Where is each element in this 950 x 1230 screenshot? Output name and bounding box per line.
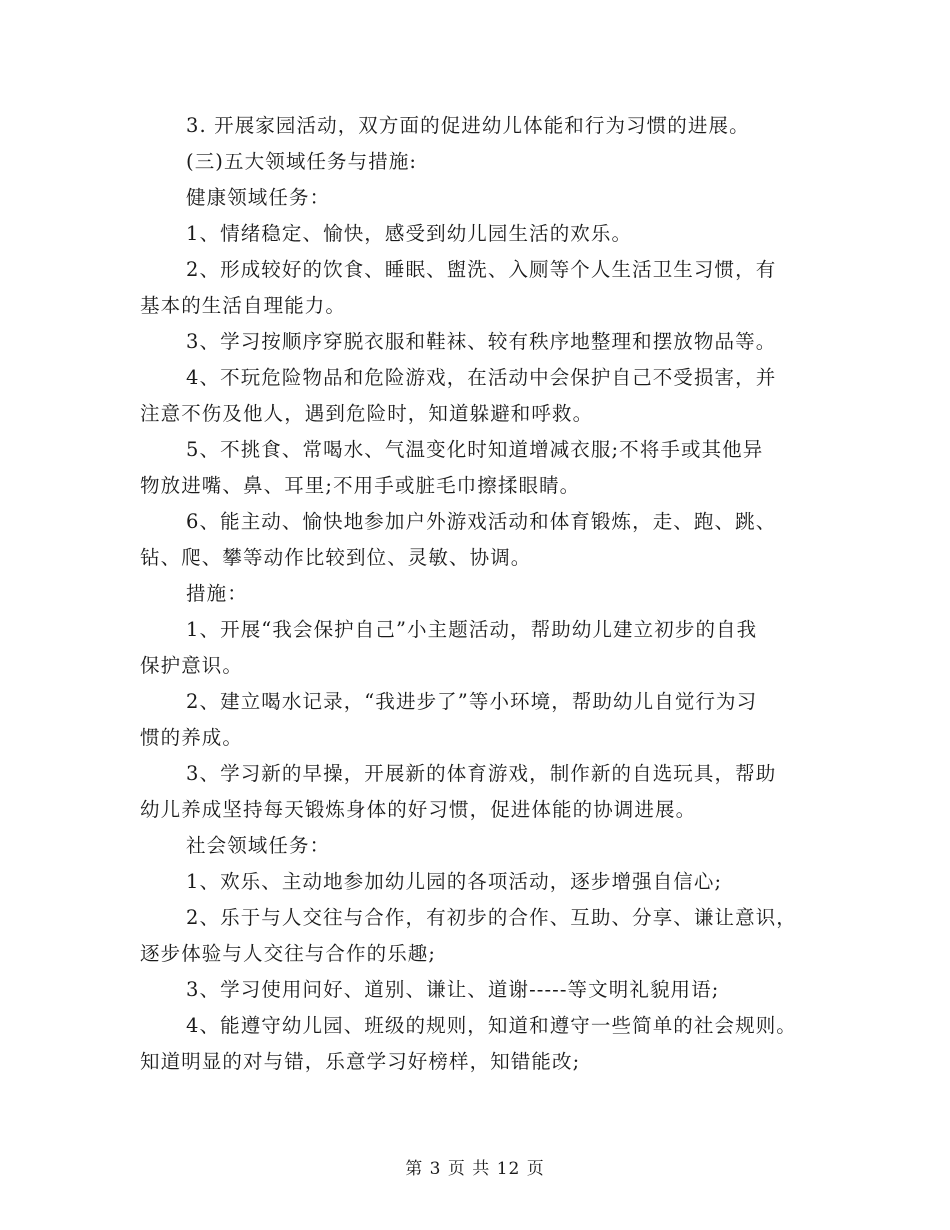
text-line: 2、乐于与人交往与合作，有初步的合作、互助、分享、谦让意识，: [186, 906, 797, 929]
text-line: 3、学习按顺序穿脱衣服和鞋袜、较有秩序地整理和摆放物品等。: [186, 330, 777, 353]
text-line: 逐步体验与人交往与合作的乐趣;: [140, 942, 437, 965]
text-line: 3. 开展家园活动，双方面的促进幼儿体能和行为习惯的进展。: [186, 114, 750, 137]
text-line: 4、不玩危险物品和危险游戏，在活动中会保护自己不受损害，并: [186, 366, 777, 389]
document-body: [140, 108, 810, 1080]
page-number-footer: 第 3 页 共 12 页: [405, 1159, 545, 1179]
text-line: 5、不挑食、常喝水、气温变化时知道增减衣服;不将手或其他异: [186, 438, 764, 461]
subsection-heading: 社会领域任务：: [186, 834, 331, 857]
text-line: 惯的养成。: [140, 726, 244, 749]
text-line: 物放进嘴、鼻、耳里;不用手或脏毛巾擦揉眼睛。: [140, 474, 581, 497]
text-line: 基本的生活自理能力。: [140, 294, 347, 317]
text-line: 1、开展“我会保护自己”小主题活动，帮助幼儿建立初步的自我: [186, 618, 758, 641]
text-line: 钻、爬、攀等动作比较到位、灵敏、协调。: [140, 546, 532, 569]
text-line: 2、形成较好的饮食、睡眠、盥洗、入厕等个人生活卫生习惯，有: [186, 258, 777, 281]
text-line: 1、情绪稳定、愉快，感受到幼儿园生活的欢乐。: [186, 222, 633, 245]
text-line: 3、学习使用问好、道别、谦让、道谢-----等文明礼貌用语;: [186, 978, 720, 1001]
subsection-heading: 措施：: [186, 582, 248, 605]
text-line: 幼儿养成坚持每天锻炼身体的好习惯，促进体能的协调进展。: [140, 798, 697, 821]
text-line: 1、欢乐、主动地参加幼儿园的各项活动，逐步增强自信心;: [186, 870, 723, 893]
text-line: 2、建立喝水记录，“我进步了”等小环境，帮助幼儿自觉行为习: [186, 690, 758, 713]
text-line: 注意不伤及他人，遇到危险时，知道躲避和呼救。: [140, 402, 594, 425]
text-line: 4、能遵守幼儿园、班级的规则，知道和遵守一些简单的社会规则。: [186, 1014, 797, 1037]
section-heading: (三)五大领域任务与措施:: [186, 150, 418, 173]
text-line: 3、学习新的早操，开展新的体育游戏，制作新的自选玩具，帮助: [186, 762, 777, 785]
text-line: 知道明显的对与错，乐意学习好榜样，知错能改;: [140, 1050, 581, 1073]
subsection-heading: 健康领域任务：: [186, 186, 331, 209]
text-line: 保护意识。: [140, 654, 244, 677]
text-line: 6、能主动、愉快地参加户外游戏活动和体育锻炼，走、跑、跳、: [186, 510, 777, 533]
